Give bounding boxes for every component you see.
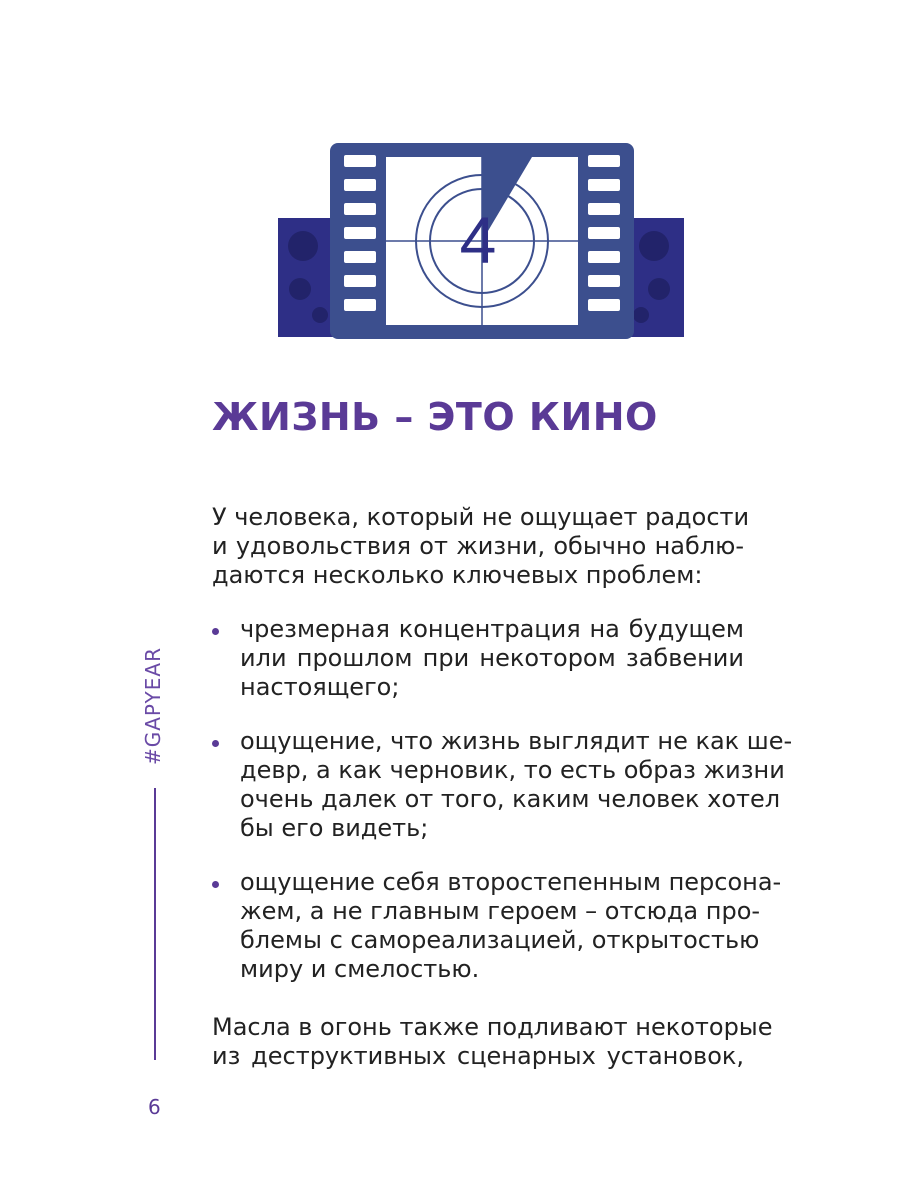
intro-line: У человека, который не ощущает радости — [212, 503, 750, 531]
side-hashtag: #GAPYEAR — [141, 647, 165, 765]
list-item-line: миру и смелостью. — [240, 955, 480, 983]
page-title: ЖИЗНЬ – ЭТО КИНО — [212, 395, 658, 439]
countdown-number: 4 — [459, 203, 497, 277]
bullet-dot — [212, 881, 219, 888]
list-item-line: чрезмерная концентрация на будущем — [240, 615, 744, 643]
problem-list — [212, 615, 793, 1009]
list-item-line: блемы с самореализацией, открытостью — [240, 926, 760, 954]
bullet-dot — [212, 740, 219, 747]
intro-line: и удовольствия от жизни, обычно наблю- — [212, 532, 744, 560]
intro-paragraph — [212, 503, 750, 590]
film-frame — [330, 143, 634, 339]
list-item-line: ощущение, что жизнь выглядит не как ше- — [240, 727, 793, 755]
bullet-dot — [212, 628, 219, 635]
outro-line: Масла в огонь также подливают некоторые — [212, 1013, 773, 1041]
list-item-line: или прошлом при некотором забвении — [240, 644, 744, 672]
list-item-line: ощущение себя второстепенным персона- — [240, 868, 782, 896]
list-item-line: очень далек от того, каким человек хотел — [240, 785, 781, 813]
page-number: 6 — [148, 1095, 161, 1119]
side-divider — [154, 788, 156, 1060]
film-countdown-icon — [278, 143, 684, 339]
speaker-left-icon — [278, 218, 333, 337]
speaker-right-icon — [629, 218, 684, 337]
outro-line: из деструктивных сценарных установок, — [212, 1042, 744, 1070]
list-item-line: жем, а не главным героем – отсюда про- — [240, 897, 761, 925]
list-item — [212, 868, 782, 984]
list-item — [212, 727, 793, 843]
list-item-line: бы его видеть; — [240, 814, 429, 842]
outro-paragraph — [212, 1013, 773, 1071]
intro-line: даются несколько ключевых проблем: — [212, 561, 703, 589]
list-item-line: настоящего; — [240, 673, 400, 701]
list-item — [212, 615, 744, 702]
list-item-line: девр, а как черновик, то есть образ жизни — [240, 756, 785, 784]
